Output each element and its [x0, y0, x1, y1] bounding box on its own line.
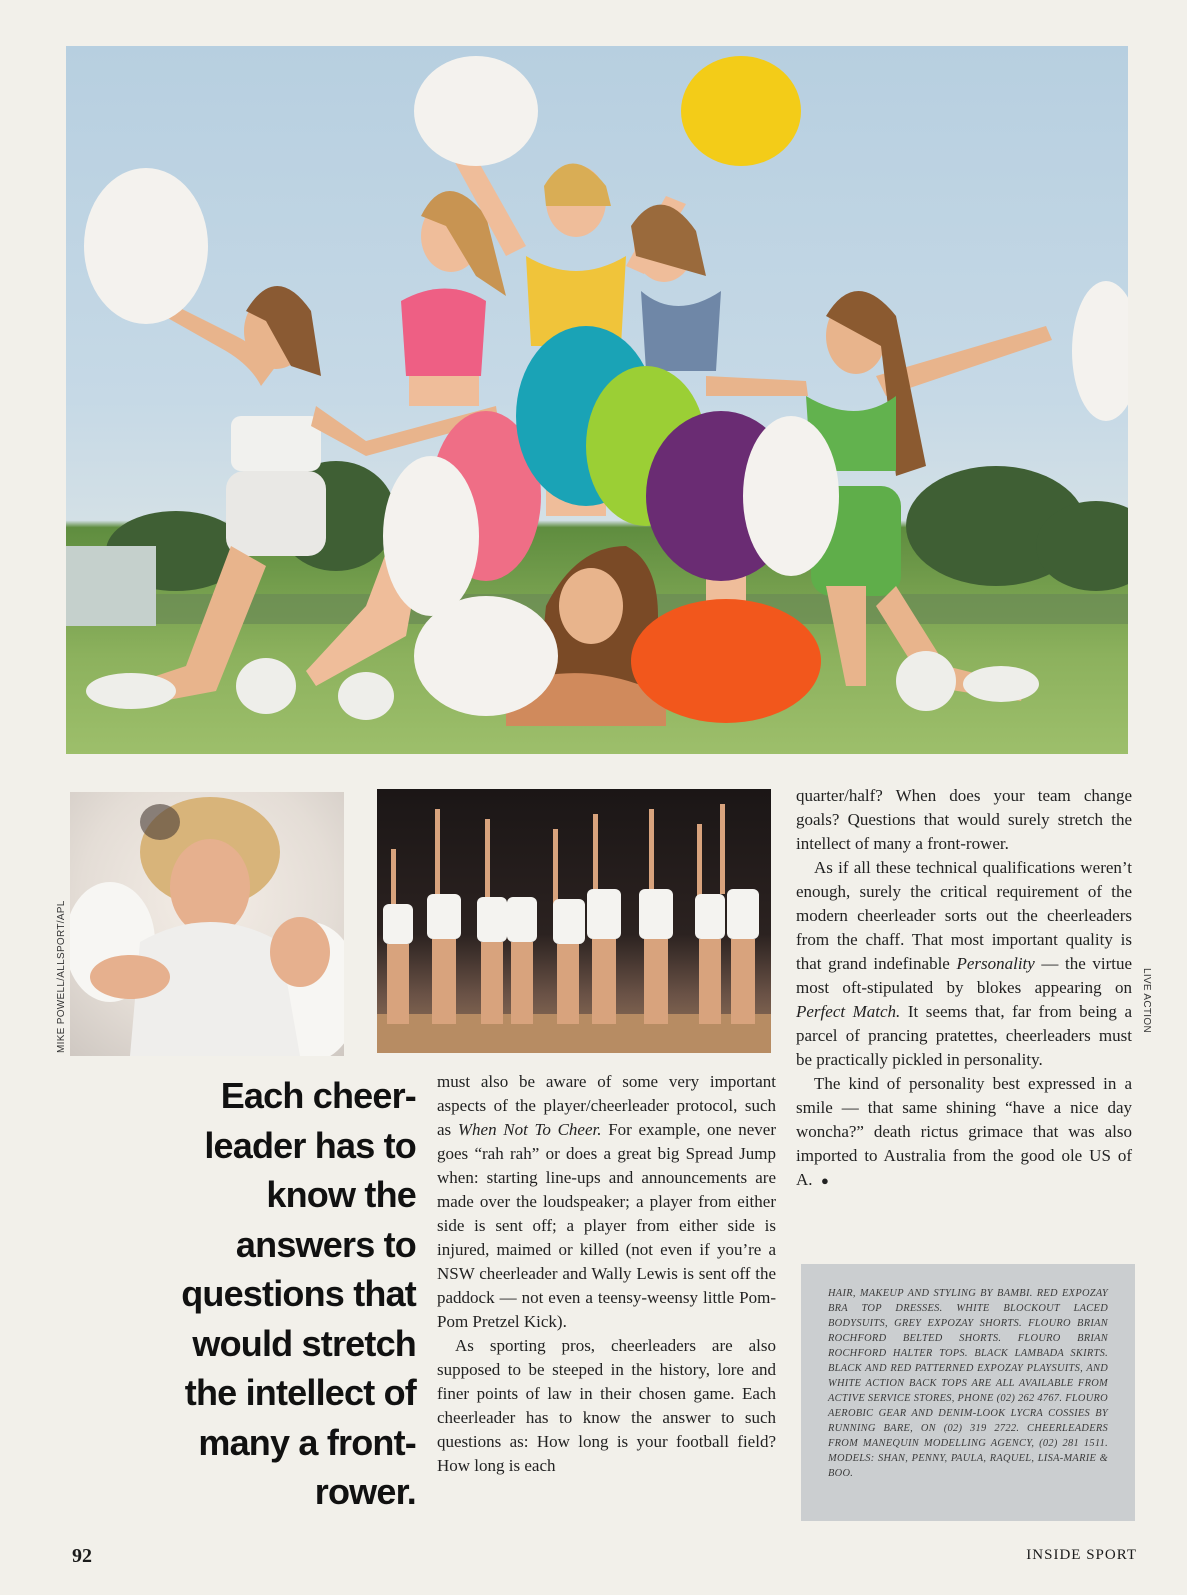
white-pompom-top [414, 56, 538, 166]
article-emphasis: Personality [956, 954, 1035, 973]
field-building [66, 546, 156, 626]
cheerleader-row [383, 804, 759, 1024]
white-pompom-right [1072, 281, 1128, 421]
line-illustration [377, 789, 771, 1053]
hero-photo [66, 46, 1128, 754]
pull-quote-line: rower. [314, 1471, 416, 1512]
photo-credit-left: MIKE POWELL/ALLSPORT/APL [56, 900, 67, 1053]
article-paragraph [437, 1070, 776, 1334]
article-emphasis: Perfect Match. [796, 1002, 901, 1021]
article-emphasis: When Not To Cheer. [457, 1120, 602, 1139]
yellow-pompom [681, 56, 801, 166]
article-column-middle [437, 1070, 776, 1478]
pull-quote-line: would stretch [192, 1322, 416, 1364]
article-text: The kind of personality best expressed in a smile — that same shining “have a nice day woncha?” death rictus grimace that was also imported to Australia from the good ole US of A. [796, 1074, 1132, 1189]
white-pompom-front [414, 596, 558, 716]
pull-quote-line: many a front- [198, 1421, 416, 1463]
article-text: As if all these technical qualifications weren’t enough, surely the critical requirement of the modern cheerleader sorts out the cheerleaders from the chaff. That most important quality is that grand indefinable [796, 858, 1132, 973]
portrait-illustration [70, 792, 344, 1056]
pull-quote-line: know the [266, 1174, 416, 1215]
pull-quote-line: answers to [235, 1223, 416, 1265]
white-pompom-right-mid [743, 416, 839, 576]
pull-quote-line: questions that [181, 1273, 416, 1314]
article-paragraph [796, 856, 1132, 1072]
article-text: It seems that, far from being a parcel of prancing pratettes, cheerleaders must be practically pickled in personality. [796, 1002, 1132, 1069]
article-paragraph [796, 1072, 1132, 1193]
pull-quote-line: leader has to [204, 1124, 416, 1166]
article-column-right [796, 784, 1132, 1193]
orange-pompom [631, 599, 821, 723]
white-pompom-left [84, 168, 208, 324]
magazine-name: INSIDE SPORT [1026, 1547, 1137, 1563]
article-text: must also be aware of some very important aspects of the player/cheerleader protocol, such as [437, 1072, 776, 1139]
article-paragraph: quarter/half? When does your team change goals? Questions that would surely stretch the intellect of many a front-rower. [796, 786, 1132, 853]
hero-illustration [66, 46, 1128, 754]
cheerleader-portrait-photo [70, 792, 344, 1056]
article-paragraph: As sporting pros, cheerleaders are also supposed to be steeped in the history, lore and finer points of law in their chosen game. Each cheerleader has to know the answer to such questions as: How long is your football field? How long is each [437, 1336, 776, 1475]
pull-quote-line: the intellect of [184, 1372, 416, 1413]
article-text: — the virtue most oft-stipulated by blokes appearing on [796, 954, 1133, 997]
cheerleader-line-photo [377, 789, 771, 1053]
white-pompom-mid [383, 456, 479, 616]
fashion-credits-text: HAIR, MAKEUP AND STYLING BY BAMBI. RED EXPOZAY BRA TOP DRESSES. WHITE BLOCKOUT LACED BODYSUITS, GREY EXPOZAY SHORTS. FLOURO BRIAN ROCHFORD BELTED SHORTS. FLOURO BRIAN ROCHFORD HALTER TOPS. BLACK LAMBADA SKIRTS. BLACK AND RED PATTERNED EXPOZAY PLAYSUITS, AND WHITE ACTION BACK TOPS ARE ALL AVAILABLE FROM ACTIVE SERVICE STORES, PHONE (02) 262 4767. FLOURO AEROBIC GEAR AND DENIM-LOOK LYCRA COSSIES BY RUNNING BARE, ON (02) 319 2722. CHEERLEADERS FROM MANEQUIN MODELLING AGENCY, (02) 281 1511. MODELS: SHAN, PENNY, PAULA, RAQUEL, LISA-MARIE & BOO. [828, 1288, 1108, 1479]
pull-quote [150, 1071, 416, 1517]
pull-quote-line: Each cheer- [220, 1075, 416, 1116]
article-text: For example, one never goes “rah rah” or does a great big Spread Jump when: starting line-ups and announcements are made over the loudspeaker; a player from either side is sent off; a player from either side is injured, maimed or killed (not even if you’re a NSW cheerleader and Wally Lewis is sent off the paddock — not even a teensy-weensy little Pom-Pom Pretzel Kick). [437, 1120, 776, 1331]
page-number: 92 [72, 1545, 92, 1567]
fashion-credits-box [801, 1264, 1135, 1521]
photo-credit-right: LIVE ACTION [1141, 968, 1152, 1033]
end-mark-icon: ● [821, 1173, 829, 1188]
